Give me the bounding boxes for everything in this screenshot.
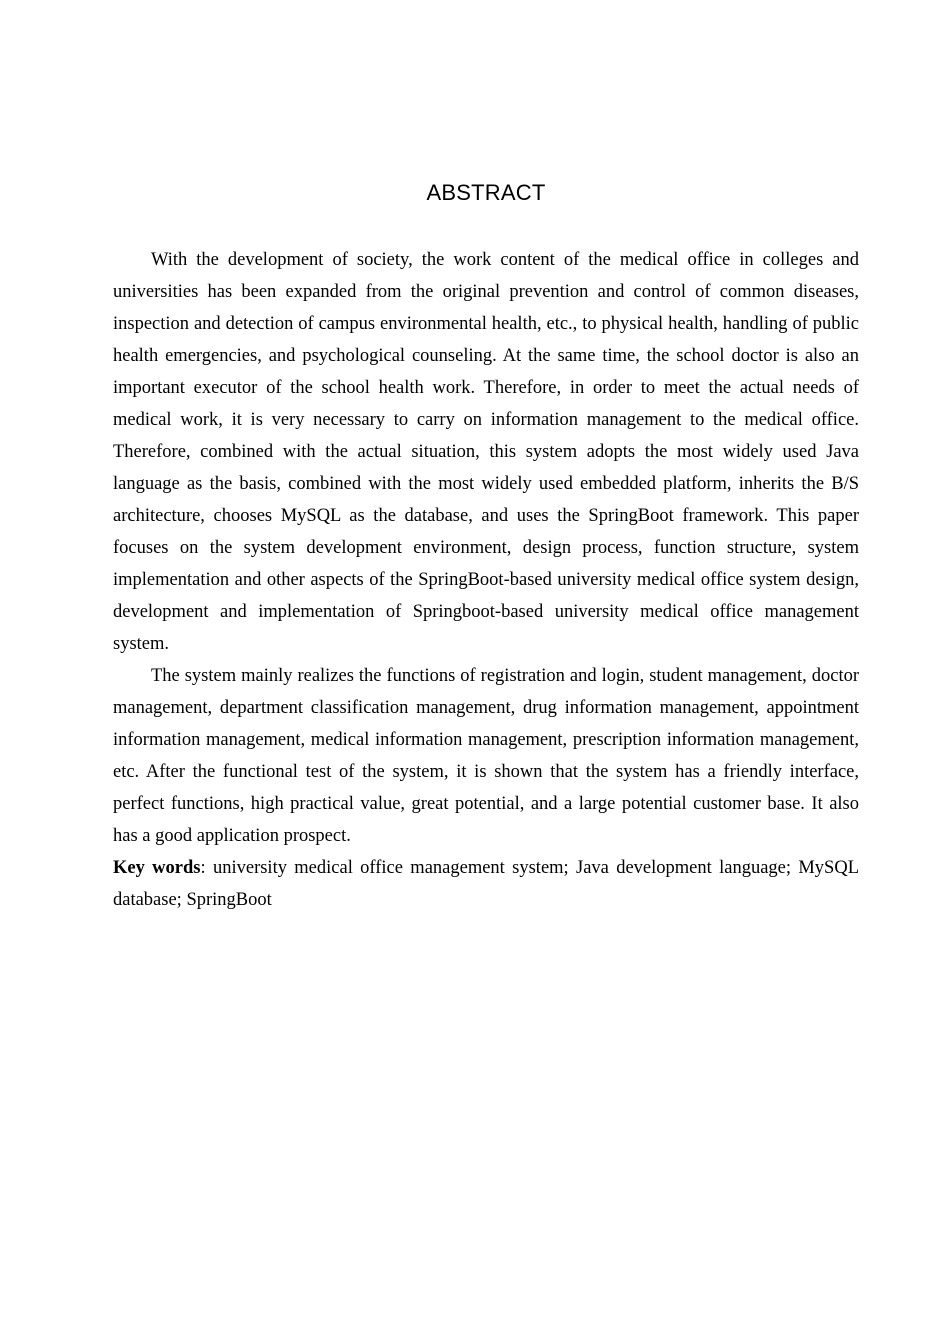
keywords-text: : university medical office management system; Java development language; MySQL database; SpringBoot [113, 858, 859, 910]
abstract-title: ABSTRACT [426, 180, 546, 205]
keywords-line [113, 852, 859, 916]
abstract-body [113, 244, 859, 916]
keywords-label: Key words [113, 858, 201, 878]
abstract-paragraph-2: The system mainly realizes the functions of registration and login, student management, doctor management, department classification management, drug information management, appointment information management, medical information management, prescription information management, etc. After the functional test of the system, it is shown that the system has a friendly interface, perfect functions, high practical value, great potential, and a large potential customer base. It also has a good application prospect. [113, 666, 859, 846]
abstract-paragraph-1: With the development of society, the work content of the medical office in colleges and universities has been expanded from the original prevention and control of common diseases, inspection and detection of campus environmental health, etc., to physical health, handling of public health emergencies, and psychological counseling. At the same time, the school doctor is also an important executor of the school health work. Therefore, in order to meet the actual needs of medical work, it is very necessary to carry on information management to the medical office. Therefore, combined with the actual situation, this system adopts the most widely used Java language as the basis, combined with the most widely used embedded platform, inherits the B/S architecture, chooses MySQL as the database, and uses the SpringBoot framework. This paper focuses on the system development environment, design process, function structure, system implementation and other aspects of the SpringBoot-based university medical office system design, development and implementation of Springboot-based university medical office management system. [113, 250, 859, 654]
